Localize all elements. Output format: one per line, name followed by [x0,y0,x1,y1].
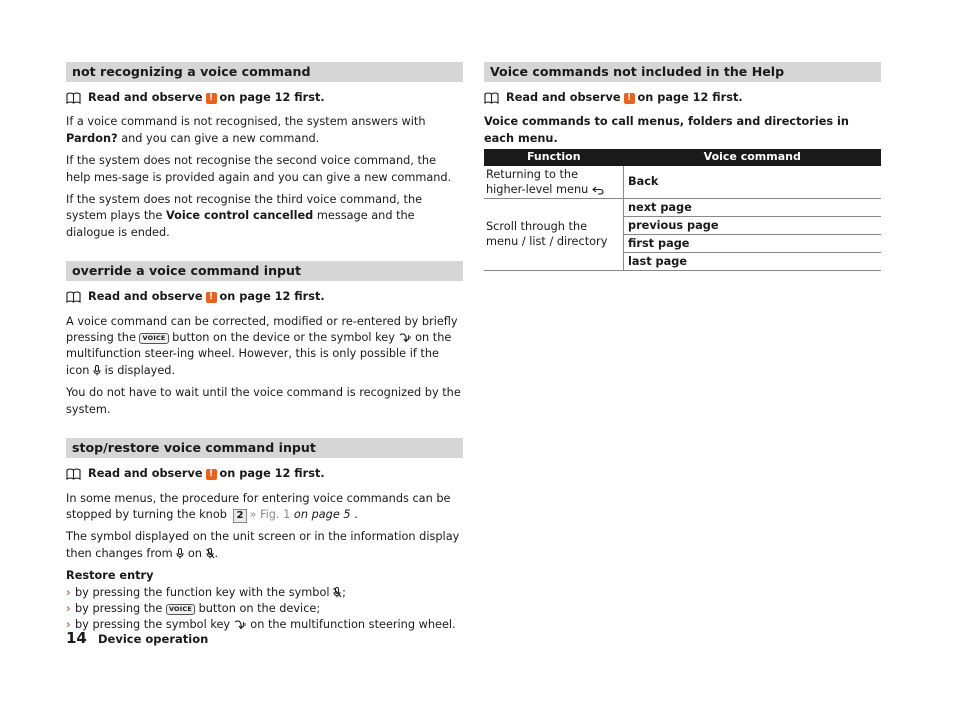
table-cell-command: next page [624,198,882,216]
table-row [484,166,881,199]
voice-symbol-key-icon [234,619,247,630]
warning-icon: ! [206,93,217,104]
voice-symbol-key-icon [399,332,412,343]
voice-key-icon: VOICE [139,333,168,344]
table-cell-command: first page [624,234,882,252]
left-column [66,62,463,634]
footer-title: Device operation [98,632,209,646]
read-observe-note: Read and observe ! on page 12 first. [66,90,463,106]
paragraph: The symbol displayed on the unit screen or in the information display then changes from on . [66,530,460,560]
table-cell-function: Returning to the higher-level menu [484,166,624,199]
restore-heading: Restore entry [66,569,154,583]
warning-icon: ! [206,292,217,303]
list-item: › by pressing the function key with the symbol ; [66,585,463,601]
microphone-icon [93,365,101,376]
table-cell-command: Back [624,166,882,199]
knob-label: 2 [233,509,248,523]
table-header: Voice command [624,149,882,165]
section-heading: not recognizing a voice command [66,62,463,82]
list-item: › by pressing the symbol key on the multifunction steering wheel. [66,617,463,633]
table-cell-command: previous page [624,216,882,234]
table-cell-command: last page [624,252,882,270]
right-column [484,62,881,271]
book-icon [66,291,81,303]
page-footer [66,630,208,647]
book-icon [484,92,499,104]
read-observe-note: Read and observe ! on page 12 first. [484,90,881,106]
paragraph: If a voice command is not recognised, the system answers with Pardon? and you can give a new command. [66,115,426,145]
paragraph: If the system does not recognise the third voice command, the system plays the Voice control cancelled message and the dialogue is ended. [66,193,423,239]
microphone-muted-icon [206,548,215,559]
voice-key-icon: VOICE [166,604,195,615]
page-number: 14 [66,629,87,647]
chevron-icon: › [66,618,71,632]
table-row [484,198,881,216]
paragraph: You do not have to wait until the voice command is recognized by the system. [66,386,461,416]
book-icon [66,92,81,104]
paragraph: In some menus, the procedure for entering voice commands can be stopped by turning the knob 2 » Fig. 1 on page 5 . [66,491,451,521]
section-heading: override a voice command input [66,261,463,281]
book-icon [66,468,81,480]
chevron-icon: › [66,585,71,599]
microphone-muted-icon [333,587,342,598]
warning-icon: ! [624,93,635,104]
figure-link[interactable]: » Fig. 1 [249,507,291,521]
paragraph: If the system does not recognise the second voice command, the help mes-sage is provided again and you can give a new command. [66,154,452,184]
read-observe-note: Read and observe ! on page 12 first. [66,466,463,482]
table-header: Function [484,149,624,165]
paragraph: A voice command can be corrected, modified or re-entered by briefly pressing the VOICE button on the device or the symbol key on the multifunction steer-ing wheel. However, this is only possible if the icon is displayed. [66,314,458,377]
table-cell-function: Scroll through the menu / list / directory [484,198,624,270]
back-arrow-icon [592,186,604,195]
warning-icon: ! [206,469,217,480]
section-heading: stop/restore voice command input [66,438,463,458]
chevron-icon: › [66,601,71,615]
table-intro: Voice commands to call menus, folders and directories in each menu. [484,115,849,145]
read-observe-note: Read and observe ! on page 12 first. [66,289,463,305]
section-heading: Voice commands not included in the Help [484,62,881,82]
list-item: › by pressing the VOICE button on the device; [66,601,463,617]
voice-commands-table [484,149,881,270]
